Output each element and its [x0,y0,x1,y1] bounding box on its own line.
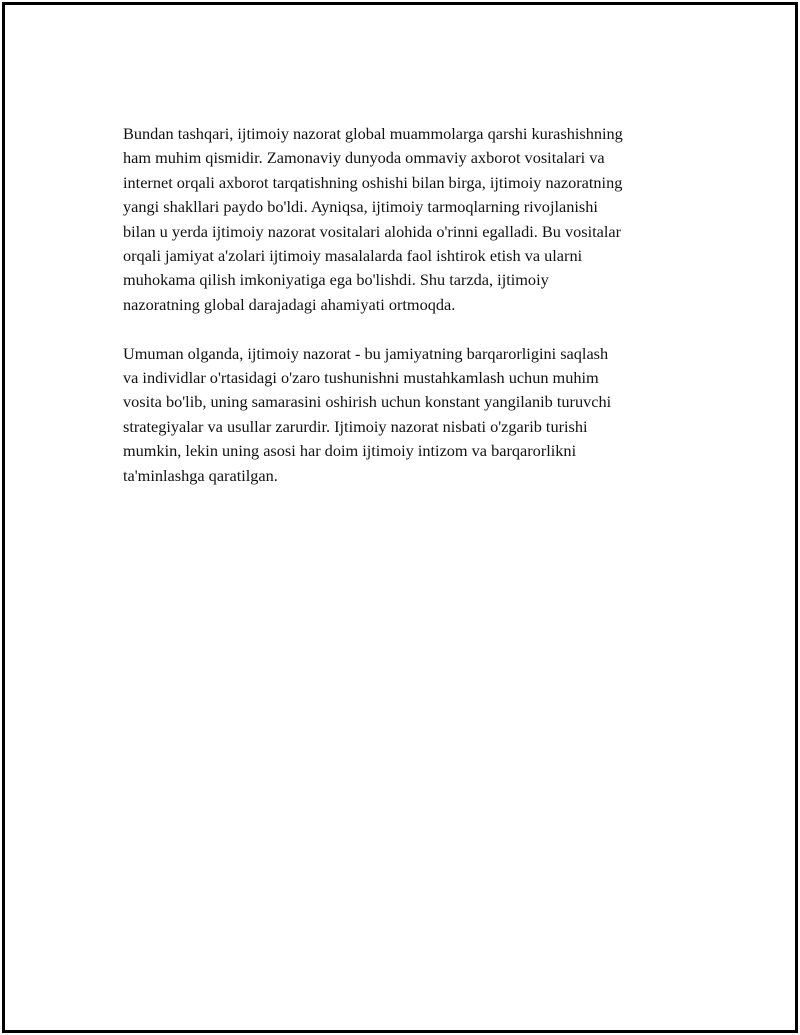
text-line: ta'minlashga qaratilgan. [123,465,278,485]
text-line: orqali jamiyat a'zolari ijtimoiy masalalarda faol ishtirok etish va ularni [123,246,583,266]
text-line: strategiyalar va usullar zarurdir. Ijtimoiy nazorat nisbati o'zgarib turishi [123,416,588,436]
text-line: vosita bo'lib, uning samarasini oshirish uchun konstant yangilanib turuvchi [123,392,612,412]
document-body [123,122,691,512]
text-line: Bundan tashqari, ijtimoiy nazorat global muammolarga qarshi kurashishning [123,124,623,143]
text-line: va individlar o'rtasidagi o'zaro tushunishni mustahkamlash uchun muhim [123,368,599,388]
text-line: mumkin, lekin uning asosi har doim ijtimoiy intizom va barqarorlikni [123,441,577,461]
paragraph-1 [123,122,691,317]
text-line: internet orqali axborot tarqatishning oshishi bilan birga, ijtimoiy nazoratning [123,172,623,192]
page-border [2,2,798,1033]
text-line: yangi shakllari paydo bo'ldi. Ayniqsa, ijtimoiy tarmoqlarning rivojlanishi [123,197,598,217]
text-line: ham muhim qismidir. Zamonaviy dunyoda ommaviy axborot vositalari va [123,148,605,168]
text-line: nazoratning global darajadagi ahamiyati ortmoqda. [123,294,456,314]
text-line: Umuman olganda, ijtimoiy nazorat - bu jamiyatning barqarorligini saqlash [123,343,609,363]
text-line: muhokama qilish imkoniyatiga ega bo'lishdi. Shu tarzda, ijtimoiy [123,270,549,290]
text-line: bilan u yerda ijtimoiy nazorat vositalari alohida o'rinni egalladi. Bu vositalar [123,221,622,241]
paragraph-2 [123,342,691,488]
